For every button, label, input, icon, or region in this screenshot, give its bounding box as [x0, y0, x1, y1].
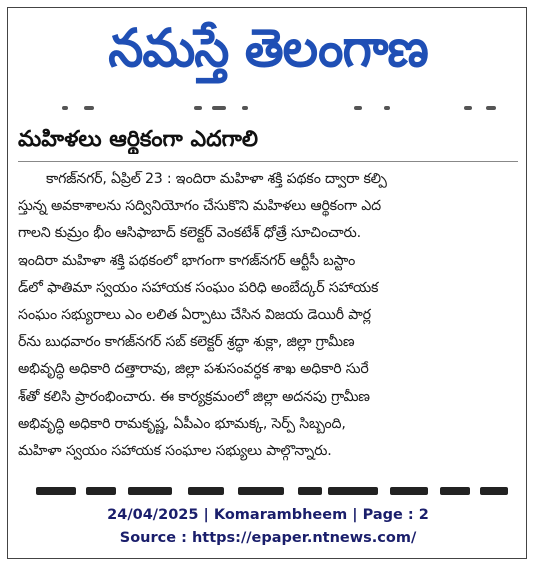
- article-body: [18, 166, 514, 465]
- article-line: అభివృద్ధి అధికారి రామకృష్ణ, ఏపీఎం భూమక్క, సెర్ప్ సిబ్బంది,: [18, 415, 346, 432]
- article-line: గాలని కుమ్రం భీం ఆసిఫాబాద్ కలెక్టర్ వెంకటేశ్ ధోత్రే సూచించారు.: [18, 225, 361, 242]
- article-line: అభివృద్ధి అధికారి దత్తారావు, జిల్లా పశుసంవర్ధక శాఖ అధికారి సురే: [18, 361, 369, 378]
- article-line: శ్‌తో కలిసి ప్రారంభించారు. ఈ కార్యక్రమంలో జిల్లా అదనపు గ్రామీణ: [18, 388, 370, 405]
- article-line: కాగజ్‌నగర్, ఏప్రిల్ 23 : ఇందిరా మహిళా శక్తి పథకం ద్వారా కల్పి: [46, 171, 387, 187]
- article-line: ఇందిరా మహిళా శక్తి పథకంలో భాగంగా కాగజ్‌నగర్ ఆర్టీసీ బస్టాం: [18, 252, 356, 269]
- headline-divider: [18, 161, 518, 162]
- source-link[interactable]: Source : https://epaper.ntnews.com/: [119, 530, 417, 546]
- date-edition-page: 24/04/2025 | Komarambheem | Page : 2: [107, 507, 429, 523]
- article-line: ర్‌ను బుధవారం కాగజ్‌నగర్ సబ్ కలెక్టర్ శ్రద్ధా శుక్లా, జిల్లా గ్రామీణ: [18, 334, 355, 351]
- masthead-logo: నమస్తే తెలంగాణ: [108, 17, 428, 79]
- epaper-clipping: [7, 7, 527, 559]
- article-line: డ్‌లో ఫాతిమా స్వయం సహాయక సంఘం పరిధి అంబేద్కర్ సహాయక: [18, 279, 379, 296]
- clipping-footer: [8, 504, 527, 550]
- article-line: సంఘం సభ్యురాలు ఎం లలిత ఏర్పాటు చేసిన విజయ డెయిరీ పార్ల: [18, 306, 371, 323]
- cropped-text-line-top: [24, 104, 514, 114]
- article-line: మహిళా స్వయం సహాయక సంఘాల సభ్యులు పాల్గొన్నారు.: [18, 442, 332, 459]
- newspaper-masthead: [8, 12, 527, 90]
- article-line: స్తున్న అవకాశాలను సద్వినియోగం చేసుకొని మహిళలు ఆర్థికంగా ఎద: [18, 198, 381, 215]
- cropped-headline-bottom: [28, 486, 513, 498]
- article-headline: మహిళలు ఆర్థికంగా ఎదగాలి: [18, 127, 259, 152]
